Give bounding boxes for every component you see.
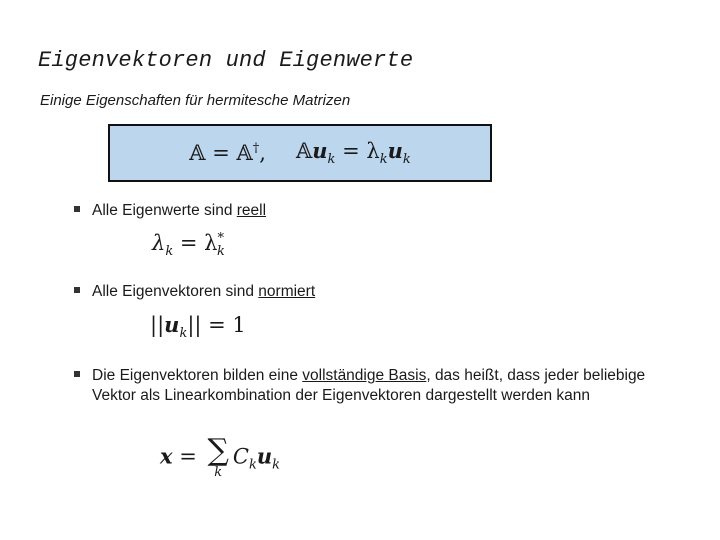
equation-real: $\lambda_k = \lambda^*_k$ bbox=[152, 231, 225, 260]
slide-title: Eigenvektoren und Eigenwerte bbox=[38, 48, 414, 73]
bullet-text: Die Eigenvektoren bilden eine vollständige Basis, das heißt, dass jeder beliebige Vektor als Linearkombination der Eigenvektoren dargestellt werden kann bbox=[92, 367, 646, 404]
hermitian-formula-box bbox=[108, 124, 492, 182]
bullet-text: Alle Eigenwerte sind reell bbox=[92, 202, 267, 219]
bullet-real-eigenvalues bbox=[74, 201, 266, 221]
bullet-complete-basis bbox=[74, 366, 672, 406]
formula-eigen-equation: 𝔸u$_k$ = $\lambda_ku_k$ bbox=[295, 138, 411, 168]
bullet-text: Alle Eigenvektoren sind normiert bbox=[92, 283, 316, 300]
bullet-marker bbox=[74, 371, 80, 377]
bullet-marker bbox=[74, 206, 80, 212]
bullet-marker bbox=[74, 287, 80, 293]
equation-normalized: $||u_k|| = 1$ bbox=[150, 312, 246, 342]
sum-symbol: ∑ k bbox=[207, 433, 229, 480]
bullet-normalized-eigenvectors bbox=[74, 282, 315, 302]
equation-expansion: x = ∑ k $C_ku_k$ bbox=[160, 433, 281, 480]
slide-subtitle: Einige Eigenschaften für hermitesche Matrizen bbox=[40, 92, 351, 109]
formula-hermitian: 𝔸 = 𝔸†, bbox=[189, 141, 266, 165]
